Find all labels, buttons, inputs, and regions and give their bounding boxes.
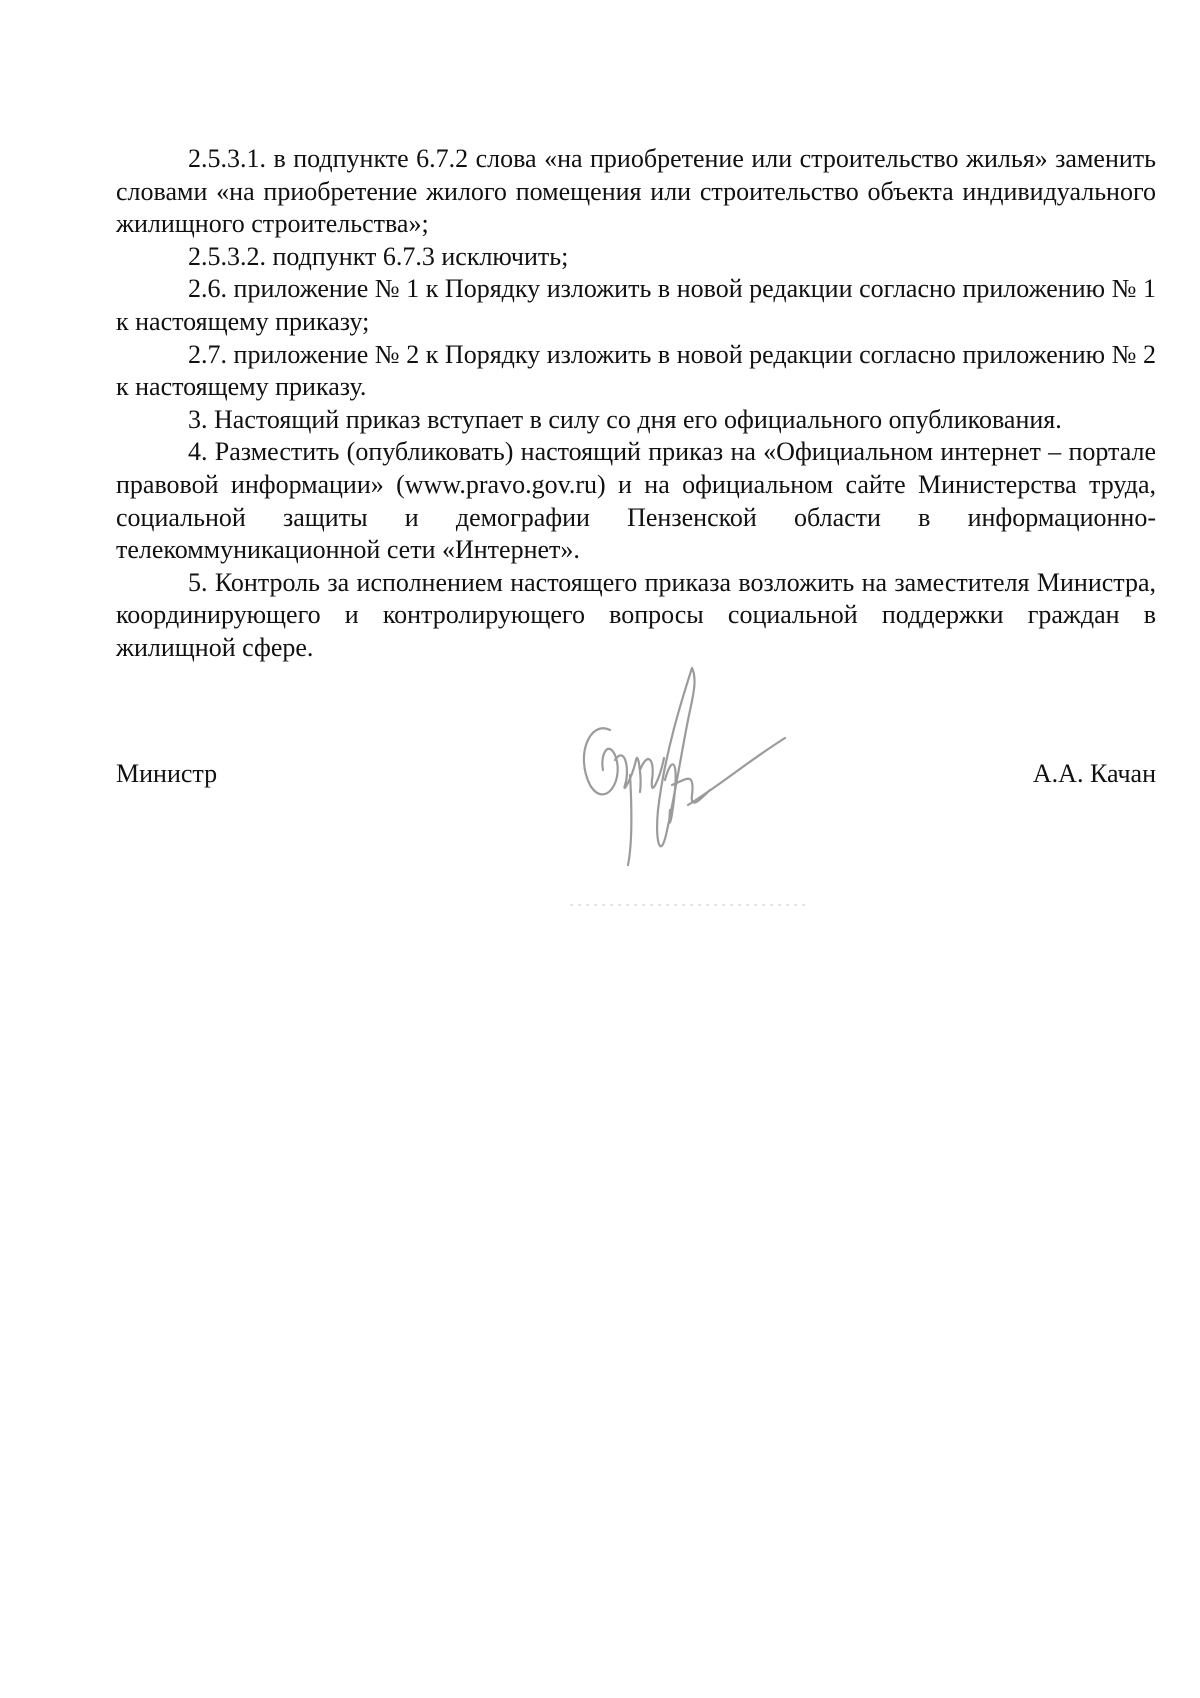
paragraph-2-7: 2.7. приложение № 2 к Порядку изложить в новой редакции согласно приложению № 2 к настоящему приказу. (116, 339, 1156, 402)
paragraph-5: 5. Контроль за исполнением настоящего приказа возложить на заместителя Министра, координирующего и контролирующего вопросы социальной поддержки граждан в жилищной сфере. (116, 567, 1156, 662)
signatory-title: Министр (116, 759, 218, 788)
paragraph-4: 4. Разместить (опубликовать) настоящий приказ на «Официальном интернет – портале правовой информации» (www.pravo.gov.ru) и на официальном сайте Министерства труда, социальной защиты и демографии Пензенской области в информационно-телекоммуникационной сети «Интернет». (116, 437, 1156, 565)
handwritten-signature (570, 660, 810, 910)
document-body (116, 143, 1156, 665)
paragraph-2-6: 2.6. приложение № 1 к Порядку изложить в новой редакции согласно приложению № 1 к настоящему приказу; (116, 274, 1156, 336)
paragraph-2-5-3-1: 2.5.3.1. в подпункте 6.7.2 слова «на приобретение или строительство жилья» заменить словами «на приобретение жилого помещения или строительство объекта индивидуального жилищного строительства»; (116, 144, 1156, 239)
paragraph-2-5-3-2: 2.5.3.2. подпункт 6.7.3 исключить; (188, 241, 569, 271)
signatory-name: А.А. Качан (1032, 759, 1156, 788)
paragraph-3: 3. Настоящий приказ вступает в силу со дня его официального опубликования. (188, 404, 1062, 434)
